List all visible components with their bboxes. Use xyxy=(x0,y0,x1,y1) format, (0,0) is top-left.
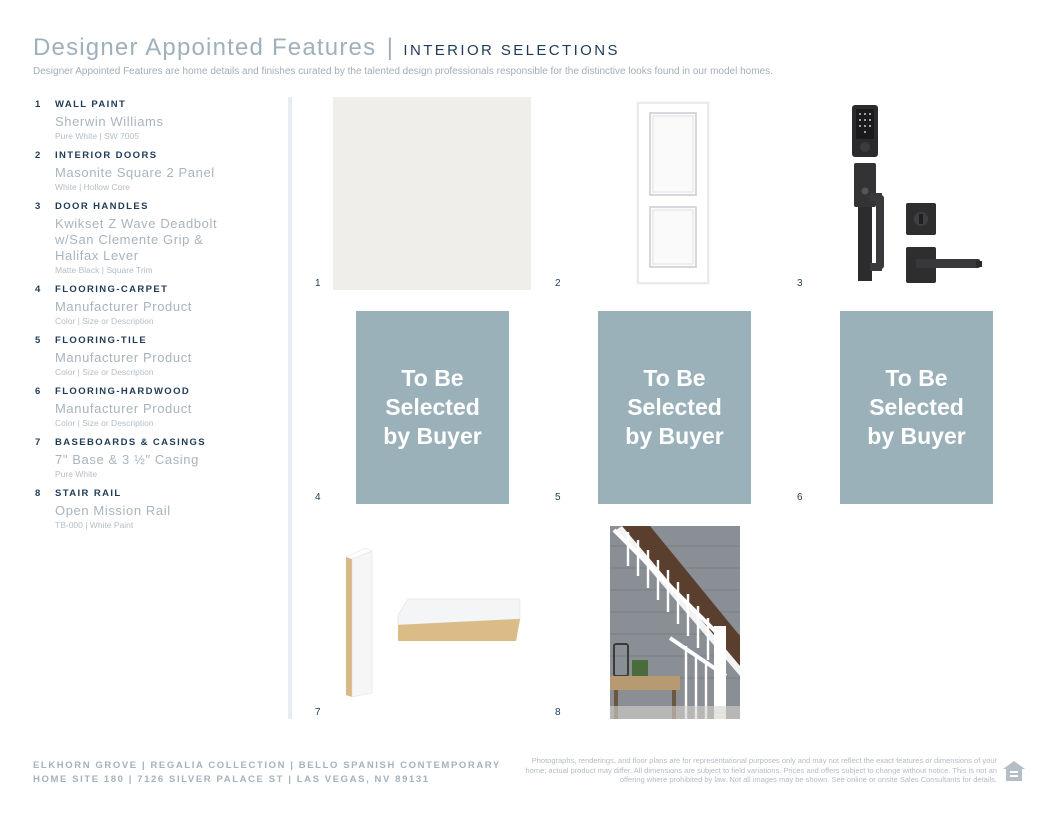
interior-door-image xyxy=(636,101,710,285)
vertical-divider xyxy=(288,97,292,719)
feature-name: Manufacturer Product xyxy=(55,299,193,314)
feature-item xyxy=(35,201,280,275)
cell-number: 4 xyxy=(315,492,321,503)
stair-rail-image xyxy=(610,526,740,719)
feature-name: Kwikset Z Wave Deadbolt w/San Clemente Grip & Halifax Lever xyxy=(55,216,218,263)
feature-item xyxy=(35,488,280,530)
title-separator: | xyxy=(386,34,393,61)
feature-category: BASEBOARDS & CASINGS xyxy=(55,437,206,448)
feature-name: Manufacturer Product xyxy=(55,401,193,416)
feature-detail: Pure White | SW 7005 xyxy=(55,131,139,141)
community-line: ELKHORN GROVE | REGALIA COLLECTION | BELLO SPANISH CONTEMPORARY xyxy=(33,760,501,771)
feature-number: 5 xyxy=(35,335,42,346)
feature-name: Manufacturer Product xyxy=(55,350,193,365)
community-info xyxy=(33,759,501,787)
feature-item xyxy=(35,99,280,141)
feature-detail: TB-000 | White Paint xyxy=(55,520,134,530)
homesite-address-line: HOME SITE 180 | 7126 SILVER PALACE ST | LAS VEGAS, NV 89131 xyxy=(33,774,430,785)
feature-detail: White | Hollow Core xyxy=(55,182,130,192)
feature-number: 3 xyxy=(35,201,42,212)
door-handles-image xyxy=(848,103,988,287)
feature-item xyxy=(35,335,280,377)
feature-list xyxy=(35,99,280,539)
page-header xyxy=(33,34,620,62)
wall-paint-swatch xyxy=(333,97,531,290)
feature-number: 2 xyxy=(35,150,42,161)
cell-number: 5 xyxy=(555,492,561,503)
feature-detail: Color | Size or Description xyxy=(55,418,154,428)
feature-detail: Color | Size or Description xyxy=(55,367,154,377)
feature-number: 6 xyxy=(35,386,42,397)
feature-number: 4 xyxy=(35,284,42,295)
feature-item xyxy=(35,437,280,479)
equal-housing-opportunity-icon xyxy=(1002,759,1026,783)
intro-text: Designer Appointed Features are home details and finishes curated by the talented design professionals responsible for the distinctive looks found in our model homes. xyxy=(33,66,773,77)
feature-name: Open Mission Rail xyxy=(55,503,171,518)
page-title: Designer Appointed Features xyxy=(33,34,377,61)
legal-disclaimer: Photographs, renderings, and floor plans are for representational purposes only and may not reflect the exact features or dimensions of your home; actual product may differ. All dimensions are subject to field variations. Prices and offers subject to change without notice. This is not an offering where prohibited by law. Not all images may be shown. See online or onsite Sales Consultants for details. xyxy=(525,756,997,784)
feature-number: 7 xyxy=(35,437,42,448)
feature-category: INTERIOR DOORS xyxy=(55,150,158,161)
feature-category: FLOORING-HARDWOOD xyxy=(55,386,191,397)
to-be-selected-tile: To Be Selected by Buyer xyxy=(598,311,751,504)
feature-item xyxy=(35,150,280,192)
feature-name: 7" Base & 3 ½" Casing xyxy=(55,452,199,467)
cell-number: 6 xyxy=(797,492,803,503)
feature-item xyxy=(35,284,280,326)
feature-name: Masonite Square 2 Panel xyxy=(55,165,215,180)
cell-number: 3 xyxy=(797,278,803,289)
to-be-selected-tile: To Be Selected by Buyer xyxy=(356,311,509,504)
cell-number: 1 xyxy=(315,278,321,289)
feature-number: 1 xyxy=(35,99,42,110)
feature-category: STAIR RAIL xyxy=(55,488,122,499)
page-subtitle: INTERIOR SELECTIONS xyxy=(403,42,620,59)
feature-category: DOOR HANDLES xyxy=(55,201,149,212)
feature-name: Sherwin Williams xyxy=(55,114,164,129)
feature-detail: Pure White xyxy=(55,469,98,479)
feature-detail: Color | Size or Description xyxy=(55,316,154,326)
feature-category: FLOORING-CARPET xyxy=(55,284,169,295)
feature-category: WALL PAINT xyxy=(55,99,127,110)
cell-number: 2 xyxy=(555,278,561,289)
feature-category: FLOORING-TILE xyxy=(55,335,148,346)
feature-number: 8 xyxy=(35,488,42,499)
baseboard-casing-image xyxy=(340,545,525,700)
feature-detail: Matte Black | Square Trim xyxy=(55,265,153,275)
to-be-selected-tile: To Be Selected by Buyer xyxy=(840,311,993,504)
feature-item xyxy=(35,386,280,428)
cell-number: 7 xyxy=(315,707,321,718)
cell-number: 8 xyxy=(555,707,561,718)
